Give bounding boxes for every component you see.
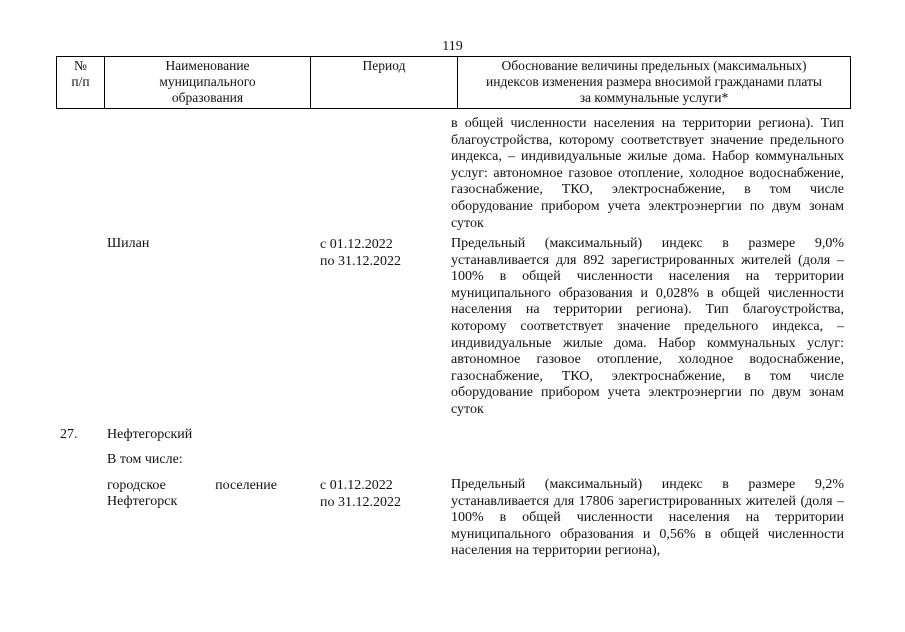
section-name: Нефтегорский (107, 427, 193, 442)
period-from: с 01.12.2022 (320, 478, 393, 493)
continuation-paragraph: в общей численности населения на территории региона). Тип благоустройства, которому соответствует значение предельного индекса, – индивидуальные жилые дома. Набор коммунальных услуг: автономное газовое отопление, холодное водоснабжение, газоснабжение, ТКО, электроснабжение, в том числе оборудование прибором учета электроэнергии по двум зонам суток (451, 116, 844, 231)
municipality-name-line1 (107, 477, 277, 494)
period-to: по 31.12.2022 (320, 495, 401, 510)
period-range (320, 236, 401, 270)
basis-paragraph-2: Предельный (максимальный) индекс в размере 9,2% устанавливается для 17806 зарегистрированных жителей (доля – 100% в общей численности населения на территории муниципального образования и 0,56% в общей численности населения на территории региона), (451, 477, 844, 559)
section-number: 27. (60, 427, 78, 442)
page-number: 119 (442, 39, 463, 54)
header-col-basis: Обоснование величины предельных (максимальных) индексов изменения размера вносимой гражданами платы за коммунальные услуги* (458, 57, 851, 109)
period-from: с 01.12.2022 (320, 237, 393, 252)
municipality-type-word2: поселение (215, 478, 277, 493)
municipality-name-line2: Нефтегорск (107, 494, 178, 509)
municipality-type-word1: городское (107, 478, 166, 493)
period-range-2 (320, 477, 401, 511)
table-header (56, 56, 851, 109)
period-to: по 31.12.2022 (320, 254, 401, 269)
header-col-municipality: Наименование муниципального образования (105, 57, 311, 109)
header-col-number: № п/п (57, 57, 105, 109)
header-col-period: Период (311, 57, 458, 109)
municipality-name: Шилан (107, 236, 150, 251)
basis-paragraph: Предельный (максимальный) индекс в размере 9,0% устанавливается для 892 зарегистрированных жителей (доля – 100% в общей численности населения на территории муниципального образования и 0,028% в общей численности населения на территории региона). Тип благоустройства, которому соответствует значение предельного индекса, – индивидуальные жилые дома. Набор коммунальных услуг: автономное газовое отопление, холодное водоснабжение, газоснабжение, ТКО, электроснабжение, в том числе оборудование прибором учета электроэнергии по двум зонам суток (451, 236, 844, 417)
including-label: В том числе: (107, 452, 183, 467)
